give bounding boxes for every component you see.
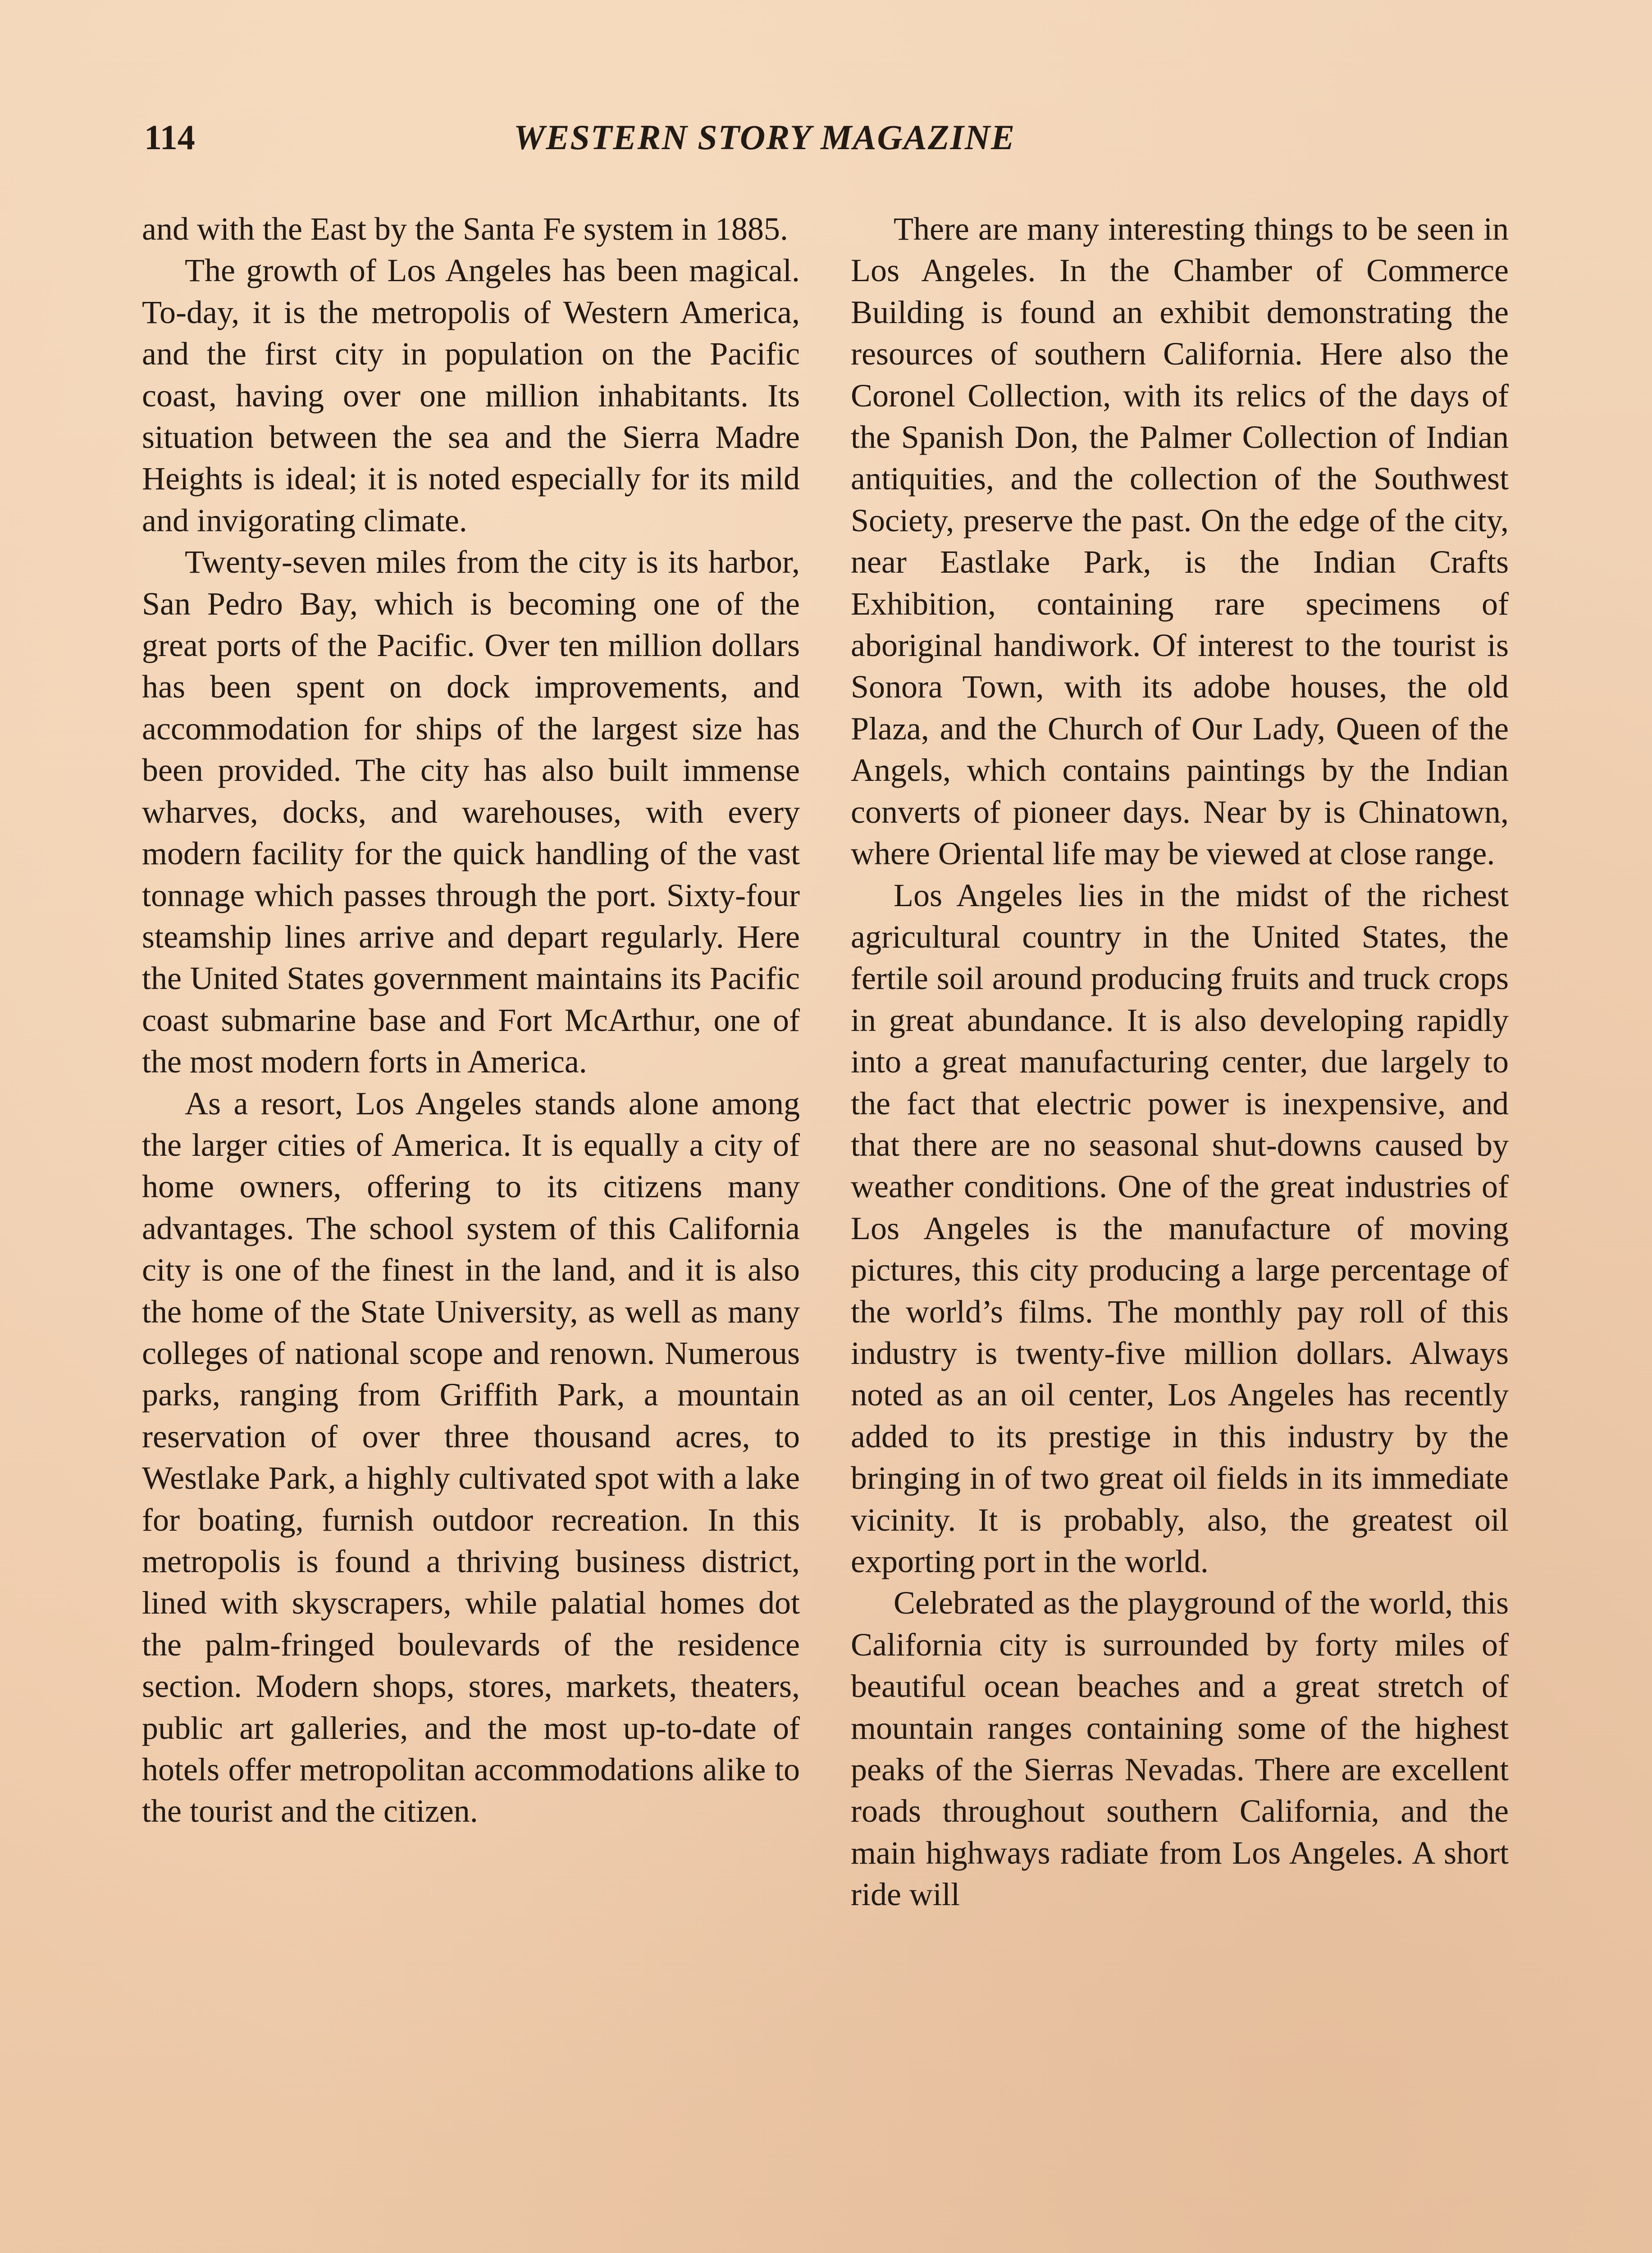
paragraph-attractions: There are many interesting things to be seen in Los Angeles. In the Chamber of Commerce Building is found an exhibit demonstrating the resources of southern California. Here also the Coronel Collection, with its relics of the days of the Spanish Don, the Palmer Collection of Indian antiquities, and the collection of the Southwest Society, preserve the past. On the edge of the city, near Eastlake Park, is the Indian Crafts Exhibition, containing rare specimens of aboriginal handiwork. Of interest to the tourist is Sonora Town, with its adobe houses, the old Plaza, and the Church of Our Lady, Queen of the Angels, which contains paintings by the Indian converts of pioneer days. Near by is Chinatown, where Oriental life may be viewed at close range. (851, 211, 1509, 872)
paragraph-playground: Celebrated as the playground of the world, this California city is surrounded by forty miles of beautiful ocean beaches and a great stretch of mountain ranges containing some of the highest peaks of the Sierras Nevadas. There are excellent roads throughout southern California, and the main highways radiate from Los Angeles. A short ride will (851, 1585, 1509, 1913)
paragraph-santa-fe: and with the East by the Santa Fe system in 1885. (142, 211, 788, 247)
magazine-title: WESTERN STORY MAGAZINE (514, 118, 1016, 157)
paragraph-growth: The growth of Los Angeles has been magical. To-day, it is the metropolis of Western America, and the first city in population on the Pacific coast, having over one million inhabitants. Its situation between the sea and the Sierra Madre Heights is ideal; it is noted especially for its mild and invigorating climate. (142, 252, 800, 538)
right-column (851, 208, 1509, 1916)
page-number: 114 (144, 118, 195, 157)
left-column (142, 208, 800, 1832)
page-header (144, 115, 1136, 169)
paragraph-resort: As a resort, Los Angeles stands alone among the larger cities of America. It is equally a city of home owners, offering to its citizens many advantages. The school system of this California city is one of the finest in the land, and it is also the home of the State University, as well as many colleges of national scope and renown. Numerous parks, ranging from Griffith Park, a mountain reservation of over three thousand acres, to Westlake Park, a highly cultivated spot with a lake for boating, furnish outdoor recreation. In this metropolis is found a thriving business district, lined with skyscrapers, while palatial homes dot the palm-fringed boulevards of the residence section. Modern shops, stores, markets, theaters, public art galleries, and the most up-to-date of hotels offer metropolitan accommodations alike to the tourist and the citizen. (142, 1085, 800, 1829)
paragraph-agriculture: Los Angeles lies in the midst of the richest agricultural country in the United States, the fertile soil around producing fruits and truck crops in great abundance. It is also developing rapidly into a great manufacturing center, due largely to the fact that electric power is inexpensive, and that there are no seasonal shut-downs caused by weather conditions. One of the great industries of Los Angeles is the manufacture of moving pictures, this city producing a large percentage of the world’s films. The monthly pay roll of this industry is twenty-five million dollars. Always noted as an oil center, Los Angeles has recently added to its prestige in this industry by the bringing in of two great oil fields in its immediate vicinity. It is probably, also, the greatest oil exporting port in the world. (851, 877, 1509, 1579)
paragraph-harbor: Twenty-seven miles from the city is its harbor, San Pedro Bay, which is becoming one of the great ports of the Pacific. Over ten million dollars has been spent on dock improvements, and accommodation for ships of the largest size has been provided. The city has also built immense wharves, docks, and warehouses, with every modern facility for the quick handling of the vast tonnage which passes through the port. Sixty-four steamship lines arrive and depart regularly. Here the United States government maintains its Pacific coast submarine base and Fort McArthur, one of the most modern forts in America. (142, 544, 800, 1080)
